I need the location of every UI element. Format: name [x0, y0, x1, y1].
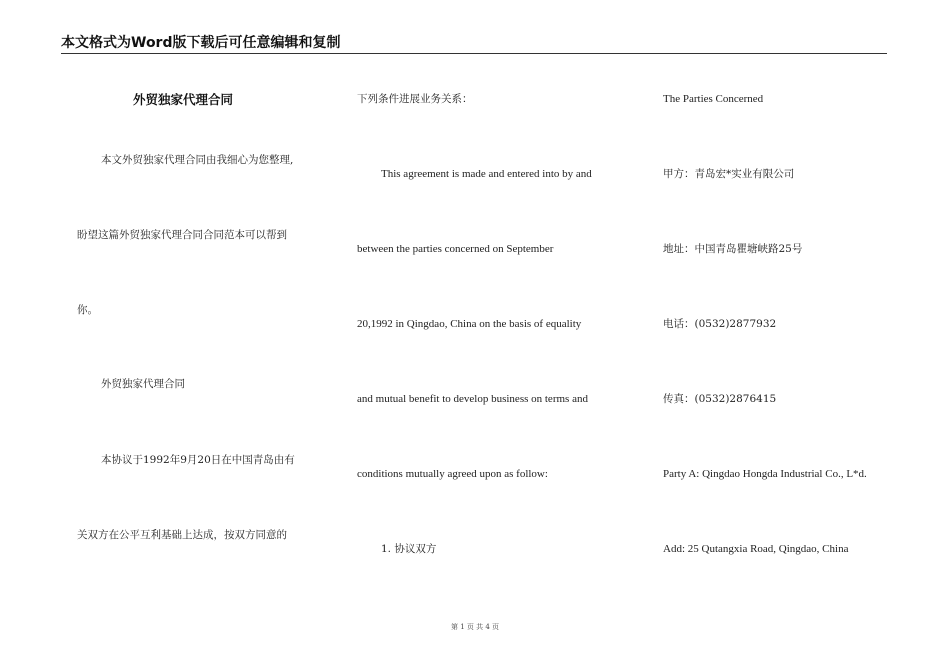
column-1 [77, 0, 327, 672]
paragraph-line: Add: 25 Qutangxia Road, Qingdao, China [663, 543, 849, 555]
paragraph-line: 下列条件进展业务关系： [357, 93, 473, 105]
paragraph-line: conditions mutually agreed upon as follow: [357, 468, 548, 480]
column-3 [663, 0, 903, 672]
page-number-footer: 第 1 页 共 4 页 [450, 623, 500, 631]
paragraph-line: and mutual benefit to develop business on terms and [357, 393, 588, 405]
paragraph-line: 本协议于1992年9月20日在中国青岛由有 [101, 454, 295, 466]
document-title: 外贸独家代理合同 [133, 92, 234, 107]
column-2 [357, 0, 627, 672]
paragraph-line: 传真：(0532)2876415 [663, 393, 777, 405]
section-heading: 1. 协议双方 [381, 543, 437, 555]
header-text: 本文格式为Word版下载后可任意编辑和复制 [61, 35, 341, 51]
paragraph-line: Party A: Qingdao Hongda Industrial Co., L*d. [663, 468, 867, 480]
paragraph-line: between the parties concerned on September [357, 243, 554, 255]
paragraph-line: This agreement is made and entered into by and [381, 168, 592, 180]
paragraph-line: 电话：(0532)2877932 [663, 318, 777, 330]
paragraph-line: 外贸独家代理合同 [101, 378, 185, 390]
paragraph-line: 地址：中国青岛瞿塘峡路25号 [663, 243, 803, 255]
paragraph-line: 你。 [77, 304, 98, 316]
paragraph-line: 盼望这篇外贸独家代理合同合同范本可以帮到 [77, 229, 287, 241]
paragraph-line: 甲方：青岛宏*实业有限公司 [663, 168, 795, 180]
paragraph-line: 关双方在公平互利基础上达成，按双方同意的 [77, 529, 287, 541]
paragraph-line: 本文外贸独家代理合同由我细心为您整理, [101, 154, 294, 166]
paragraph-line: The Parties Concerned [663, 93, 764, 105]
paragraph-line: 20,1992 in Qingdao, China on the basis of equality [357, 318, 582, 330]
